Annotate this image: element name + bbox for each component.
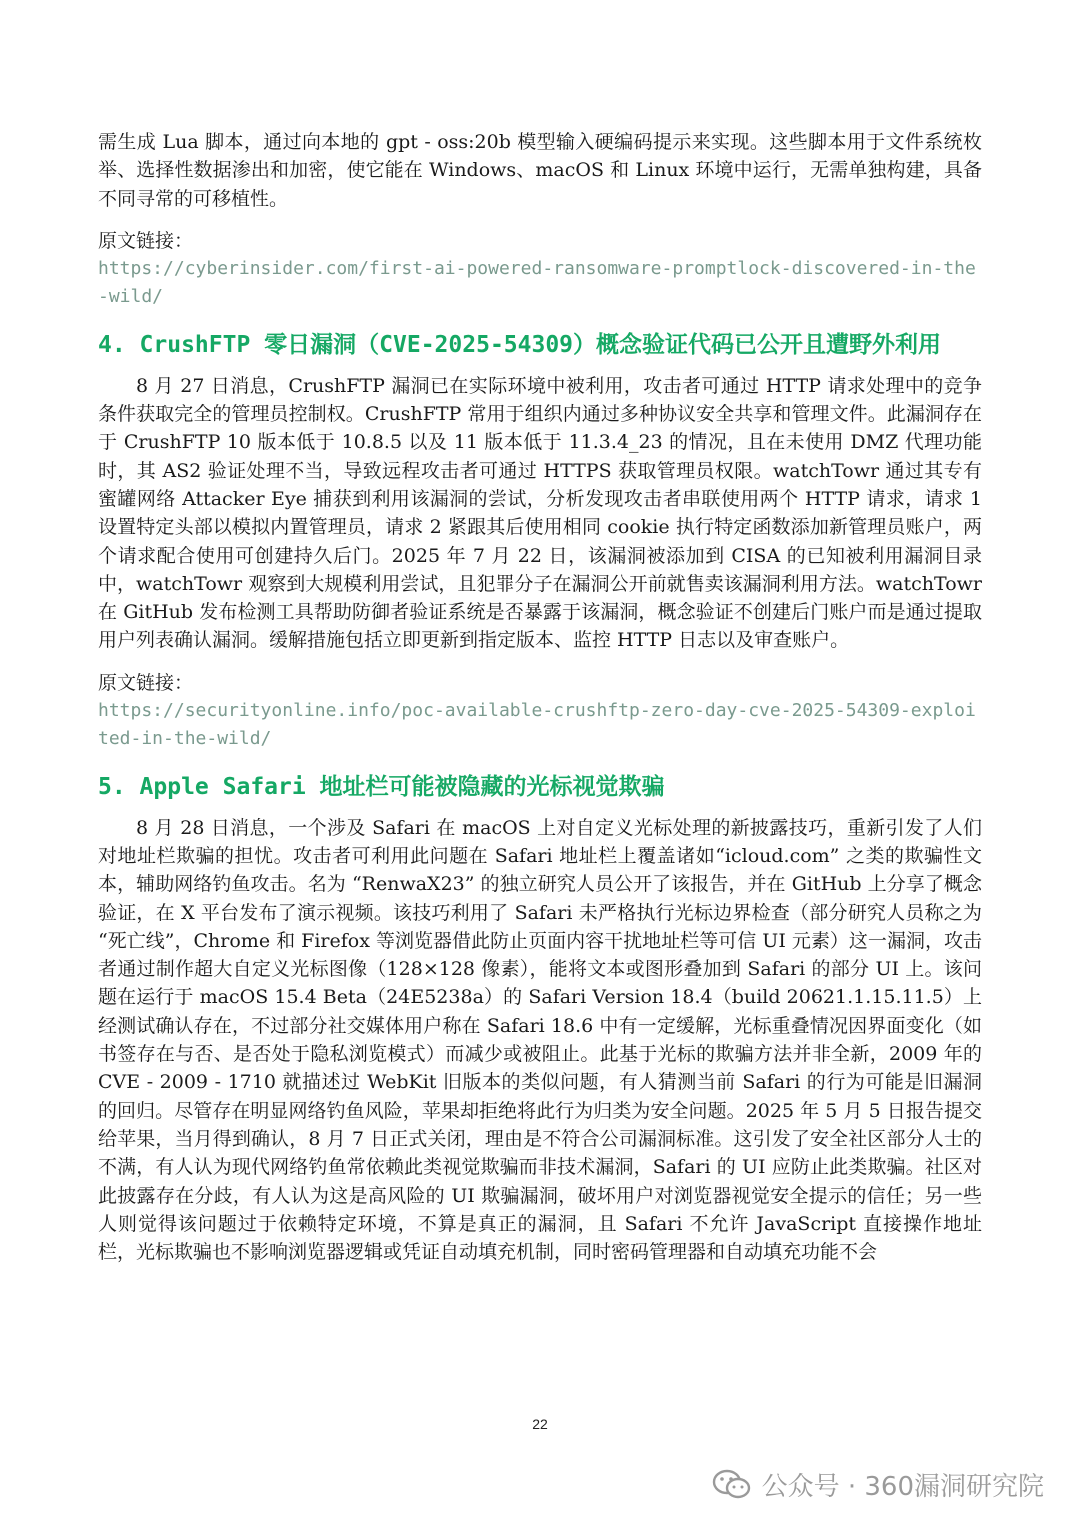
source-label: 原文链接：	[98, 229, 194, 252]
section-4-source-link[interactable]: https://securityonline.info/poc-available-crushftp-zero-day-cve-2025-54309-exploited-in-the-wild/	[98, 700, 976, 750]
watermark	[712, 1466, 1044, 1503]
page-number: 22	[532, 1416, 548, 1432]
section-4-body: 8 月 27 日消息，CrushFTP 漏洞已在实际环境中被利用，攻击者可通过 HTTP 请求处理中的竞争条件获取完全的管理员控制权。CrushFTP 常用于组织内通过多种协议安全共享和管理文件。此漏洞存在于 CrushFTP 10 版本低于 10.8.5 以及 11 版本低于 11.3.4_23 的情况，且在未使用 DMZ 代理功能时，其 AS2 验证处理不当，导致远程攻击者可通过 HTTPS 获取管理员权限。watchTowr 通过其专有蜜罐网络 Attacker Eye 捕获到利用该漏洞的尝试，分析发现攻击者串联使用两个 HTTP 请求，请求 1 设置特定头部以模拟内置管理员，请求 2 紧跟其后使用相同 cookie 执行特定函数添加新管理员账户，两个请求配合使用可创建持久后门。2025 年 7 月 22 日，该漏洞被添加到 CISA 的已知被利用漏洞目录中，watchTowr 观察到大规模利用尝试，且犯罪分子在漏洞公开前就售卖该漏洞利用方法。watchTowr 在 GitHub 发布检测工具帮助防御者验证系统是否暴露于该漏洞，概念验证不创建后门账户而是通过提取用户列表确认漏洞。缓解措施包括立即更新到指定版本、监控 HTTP 日志以及审查账户。	[98, 374, 982, 652]
source-link-1[interactable]: https://cyberinsider.com/first-ai-powered-ransomware-promptlock-discovered-in-the-wild/	[98, 258, 976, 308]
intro-paragraph: 需生成 Lua 脚本，通过向本地的 gpt - oss:20b 模型输入硬编码提示来实现。这些脚本用于文件系统枚举、选择性数据渗出和加密，使它能在 Windows、macOS 和 Linux 环境中运行，无需单独构建，具备不同寻常的可移植性。	[98, 131, 982, 210]
section-5-body: 8 月 28 日消息，一个涉及 Safari 在 macOS 上对自定义光标处理的新披露技巧，重新引发了人们对地址栏欺骗的担忧。攻击者可利用此问题在 Safari 地址栏上覆盖诸如“icloud.com” 之类的欺骗性文本，辅助网络钓鱼攻击。名为 “RenwaX23” 的独立研究人员公开了该报告，并在 GitHub 上分享了概念验证，在 X 平台发布了演示视频。该技巧利用了 Safari 未严格执行光标边界检查（部分研究人员称之为 “死亡线”，Chrome 和 Firefox 等浏览器借此防止页面内容干扰地址栏等可信 UI 元素）这一漏洞，攻击者通过制作超大自定义光标图像（128×128 像素），能将文本或图形叠加到 Safari 的部分 UI 上。该问题在运行于 macOS 15.4 Beta（24E5238a）的 Safari Version 18.4（build 20621.1.15.11.5）上经测试确认存在，不过部分社交媒体用户称在 Safari 18.6 中有一定缓解，光标重叠情况因界面变化（如书签存在与否、是否处于隐私浏览模式）而减少或被阻止。此基于光标的欺骗方法并非全新，2009 年的 CVE - 2009 - 1710 就描述过 WebKit 旧版本的类似问题，有人猜测当前 Safari 的行为可能是旧漏洞的回归。尽管存在明显网络钓鱼风险，苹果却拒绝将此行为归类为安全问题。2025 年 5 月 5 日报告提交给苹果，当月得到确认，8 月 7 日正式关闭，理由是不符合公司漏洞标准。这引发了安全社区部分人士的不满，有人认为现代网络钓鱼常依赖此类视觉欺骗而非技术漏洞，Safari 的 UI 应防止此类欺骗。社区对此披露存在分歧，有人认为这是高风险的 UI 欺骗漏洞，破坏用户对浏览器视觉安全提示的信任；另一些人则觉得该问题过于依赖特定环境，不算是真正的漏洞，且 Safari 不允许 JavaScript 直接操作地址栏，光标欺骗也不影响浏览器逻辑或凭证自动填充机制，同时密码管理器和自动填充功能不会	[98, 816, 982, 1264]
section-4-heading: 4. CrushFTP 零日漏洞（CVE-2025-54309）概念验证代码已公开且遭野外利用	[98, 331, 942, 358]
watermark-text: 公众号 · 360漏洞研究院	[761, 1472, 1044, 1502]
wechat-icon	[712, 1468, 752, 1502]
document-page	[98, 128, 982, 1266]
section-5-heading: 5. Apple Safari 地址栏可能被隐藏的光标视觉欺骗	[98, 773, 665, 800]
section-4-source-label: 原文链接：	[98, 671, 194, 694]
